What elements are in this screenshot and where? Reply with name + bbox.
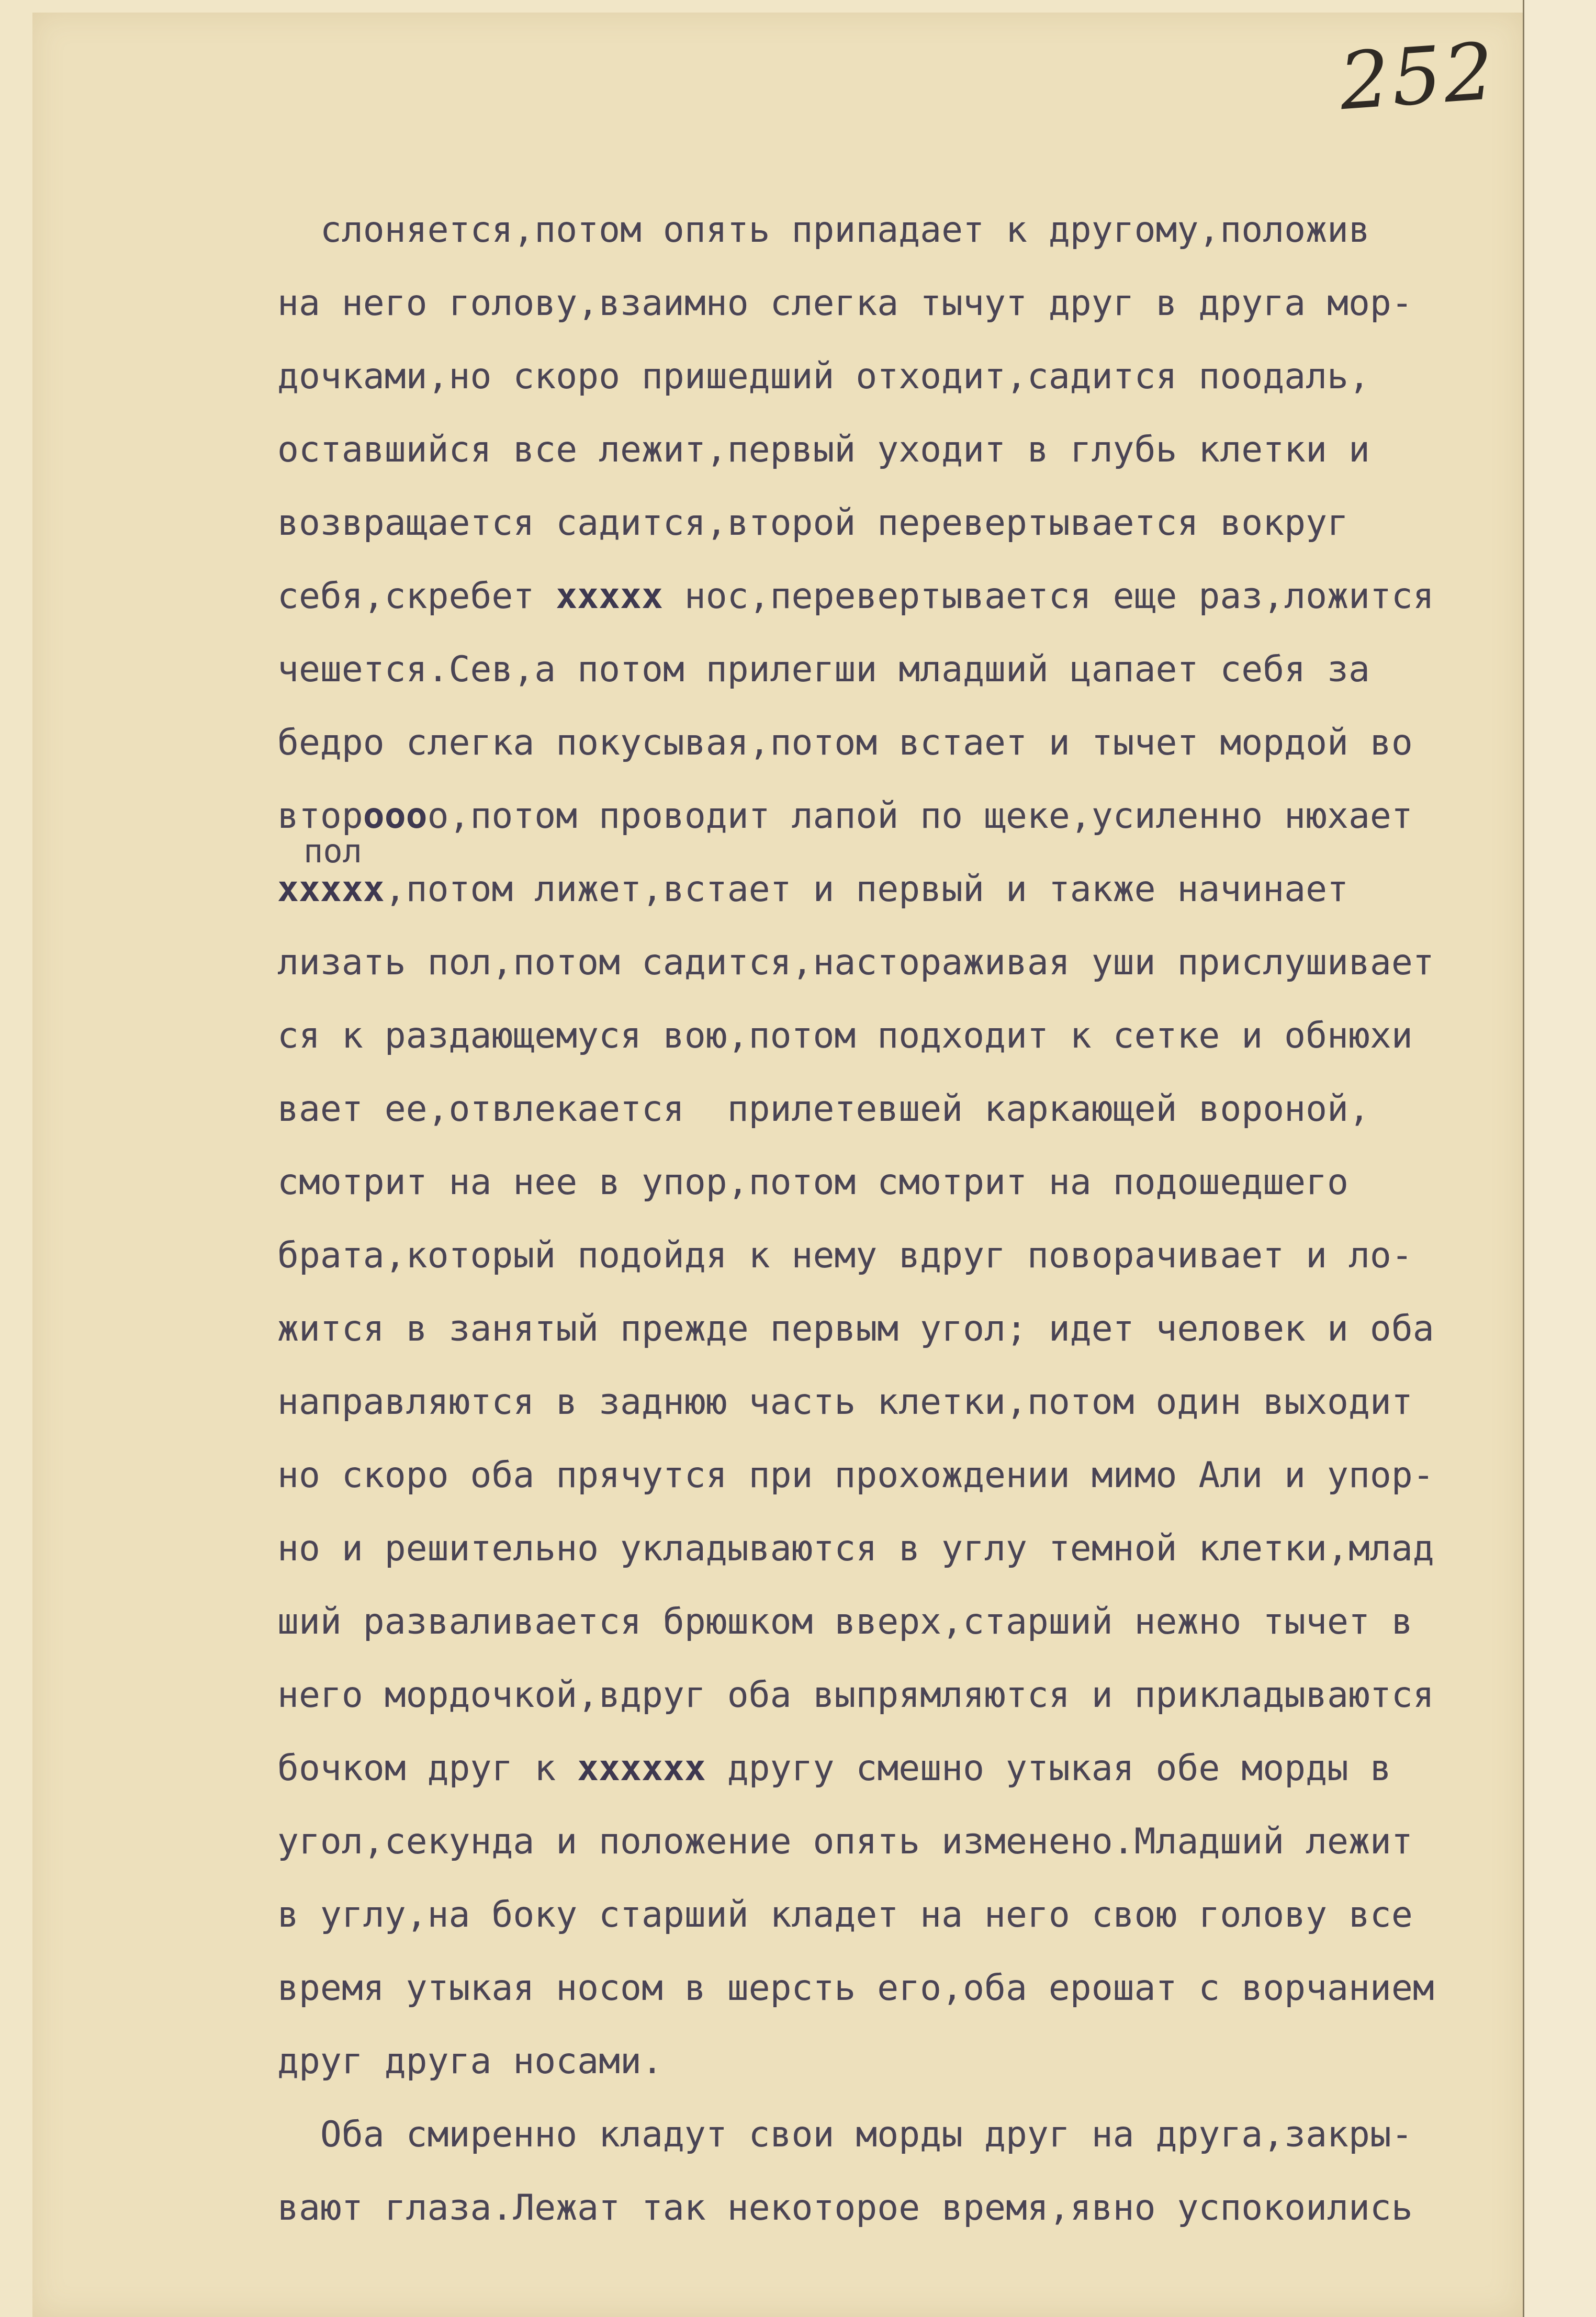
text-line bbox=[277, 2098, 1559, 2172]
text-line bbox=[277, 999, 1559, 1073]
text-line bbox=[277, 633, 1559, 706]
text-segment: направляются в заднюю часть клетки,потом один выходит bbox=[277, 1381, 1413, 1423]
text-segment: бочком друг к bbox=[277, 1748, 578, 1789]
text-line bbox=[277, 267, 1559, 340]
text-line bbox=[277, 1073, 1559, 1146]
text-line bbox=[277, 413, 1559, 487]
text-segment: но и решительно укладываются в углу темной клетки,млад bbox=[277, 1528, 1434, 1569]
text-segment: но скоро оба прячутся при прохождении мимо Али и упор- bbox=[277, 1455, 1434, 1496]
text-segment: лизать пол,потом садится,настораживая уши прислушивает bbox=[277, 942, 1434, 983]
text-segment: ший разваливается брюшком вверх,старший нежно тычет в bbox=[277, 1601, 1413, 1643]
text-line bbox=[277, 194, 1559, 267]
text-segment: слоняется,потом опять припадает к другому,положив bbox=[277, 209, 1370, 251]
text-line bbox=[277, 1219, 1559, 1292]
text-line bbox=[277, 780, 1559, 853]
text-line bbox=[277, 853, 1559, 926]
text-segment: нос,перевертывается еще раз,ложится bbox=[662, 576, 1434, 617]
text-line bbox=[277, 340, 1559, 413]
text-segment: Оба смиренно кладут свои морды друг на друга,закры- bbox=[277, 2114, 1413, 2155]
struck-out-text: ooo bbox=[363, 795, 428, 837]
struck-out-text: xxxxx bbox=[277, 869, 385, 910]
text-segment: втор bbox=[277, 795, 363, 837]
text-segment: друг друга носами. bbox=[277, 2041, 663, 2082]
text-segment: в углу,на боку старший кладет на него свою голову все bbox=[277, 1894, 1413, 1936]
text-line bbox=[277, 1585, 1559, 1659]
text-line bbox=[277, 1805, 1559, 1879]
text-segment: о,потом проводит лапой по щеке,усиленно нюхает bbox=[427, 795, 1413, 837]
folio-number: 252 bbox=[1336, 26, 1499, 128]
text-segment: брата,который подойдя к нему вдруг поворачивает и ло- bbox=[277, 1235, 1413, 1276]
text-line bbox=[277, 2025, 1559, 2098]
text-segment: возвращается садится,второй перевертывается вокруг bbox=[277, 502, 1348, 544]
text-segment: него мордочкой,вдруг оба выпрямляются и прикладываются bbox=[277, 1674, 1434, 1716]
handwritten-insertion: пол bbox=[304, 832, 362, 870]
text-line bbox=[277, 1879, 1559, 1952]
text-segment: жится в занятый прежде первым угол; идет человек и оба bbox=[277, 1308, 1434, 1349]
text-line bbox=[277, 1952, 1559, 2025]
text-line bbox=[277, 1366, 1559, 1439]
text-line bbox=[277, 560, 1559, 633]
text-segment: ся к раздающемуся вою,потом подходит к сетке и обнюхи bbox=[277, 1015, 1413, 1056]
text-line bbox=[277, 1732, 1559, 1805]
text-line bbox=[277, 1146, 1559, 1219]
text-segment: оставшийся все лежит,первый уходит в глубь клетки и bbox=[277, 429, 1370, 470]
text-segment: вает ее,отвлекается прилетевшей каркающей вороной, bbox=[277, 1088, 1370, 1130]
text-segment: ,потом лижет,встает и первый и также начинает bbox=[384, 869, 1348, 910]
text-segment: на него голову,взаимно слегка тычут друг в друга мор- bbox=[277, 283, 1413, 324]
text-line bbox=[277, 1512, 1559, 1585]
text-line bbox=[277, 926, 1559, 999]
text-line bbox=[277, 706, 1559, 780]
text-line bbox=[277, 2172, 1559, 2245]
text-line bbox=[277, 487, 1559, 560]
text-segment: себя,скребет bbox=[277, 576, 556, 617]
text-segment: дочками,но скоро пришедший отходит,садится поодаль, bbox=[277, 356, 1370, 397]
body-text bbox=[277, 194, 1559, 2245]
text-segment: бедро слегка покусывая,потом встает и тычет мордой во bbox=[277, 722, 1413, 763]
text-segment: вают глаза.Лежат так некоторое время,явно успокоились bbox=[277, 2187, 1413, 2229]
text-segment: угол,секунда и положение опять изменено.Младший лежит bbox=[277, 1821, 1413, 1862]
text-line bbox=[277, 1659, 1559, 1732]
text-segment: время утыкая носом в шерсть его,оба ерошат с ворчанием bbox=[277, 1967, 1434, 2009]
text-line bbox=[277, 1292, 1559, 1366]
struck-out-text: xxxxx bbox=[556, 576, 663, 617]
text-segment: смотрит на нее в упор,потом смотрит на подошедшего bbox=[277, 1162, 1348, 1203]
text-line bbox=[277, 1439, 1559, 1512]
text-segment: чешется.Сев,а потом прилегши младший цапает себя за bbox=[277, 649, 1370, 690]
struck-out-text: xxxxxx bbox=[577, 1748, 706, 1789]
text-segment: другу смешно утыкая обе морды в bbox=[705, 1748, 1391, 1789]
